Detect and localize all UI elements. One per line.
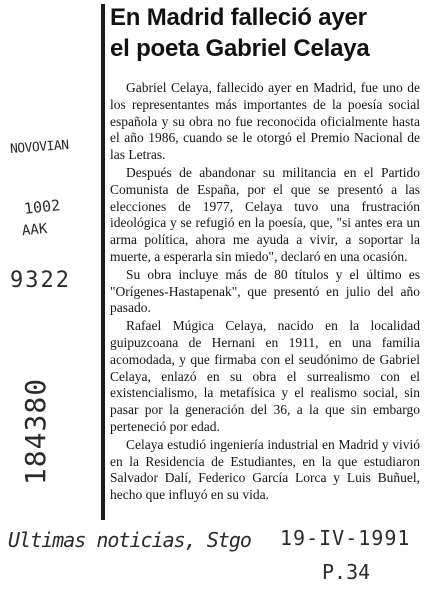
headline-line-1: En Madrid falleció ayer (110, 4, 367, 31)
handwritten-number-note: 9322 (10, 268, 71, 293)
handwritten-name-note: NOVOVIAN (9, 137, 70, 158)
article-paragraph: Rafael Múgica Celaya, nacido en la localidad guipuzcoana de Hernani en 1911, en una familia acomodada, y que firmaba con el seudónimo de Gabriel Celaya, enlazó en su obra el surrealismo con el existencialismo, la metafísica y el realismo social, sin pasar por la generación del 36, a la que sin embargo perteneció por edad. (110, 318, 420, 434)
article-paragraph: Gabriel Celaya, fallecido ayer en Madrid, fue uno de los representantes más importantes de la poesía social española y su obra no fue reconocida oficialmente hasta el año 1986, cuando se le otorgó el Premio Nacional de las Letras. (110, 80, 420, 163)
handwritten-source-note: Ultimas noticias, Stgo (8, 528, 251, 552)
left-column-rule (101, 4, 105, 520)
handwritten-year-note: 1002 (23, 196, 61, 218)
headline (110, 2, 425, 64)
article-paragraph: Su obra incluye más de 80 títulos y el último es "Orígenes-Hastapenak", que presentó en julio del año pasado. (110, 266, 420, 316)
article-paragraph: Celaya estudió ingeniería industrial en Madrid y vivió en la Residencia de Estudiantes, en la que estudiaron Salvador Dalí, Federico García Lorca y Luis Buñuel, hecho que influyó en su vida. (110, 436, 420, 503)
handwritten-page-note: P.34 (322, 560, 371, 584)
headline-line-2: el poeta Gabriel Celaya (110, 35, 370, 62)
handwritten-date-note: 19-IV-1991 (280, 526, 411, 550)
article-body (110, 80, 420, 504)
article-paragraph: Después de abandonar su militancia en el Partido Comunista de España, por el que se presentó a las elecciones de 1977, Celaya tuvo una frustración ideológica y se refugió en la poesía, que, "si antes era un arma política, ahora me ayuda a vivir, a soportar la muerte, a esperarla sin miedo", declaró en una ocasión. (110, 164, 420, 264)
handwritten-vertical-number: 184380 (19, 377, 53, 486)
handwritten-code-note: AAK (21, 220, 48, 240)
